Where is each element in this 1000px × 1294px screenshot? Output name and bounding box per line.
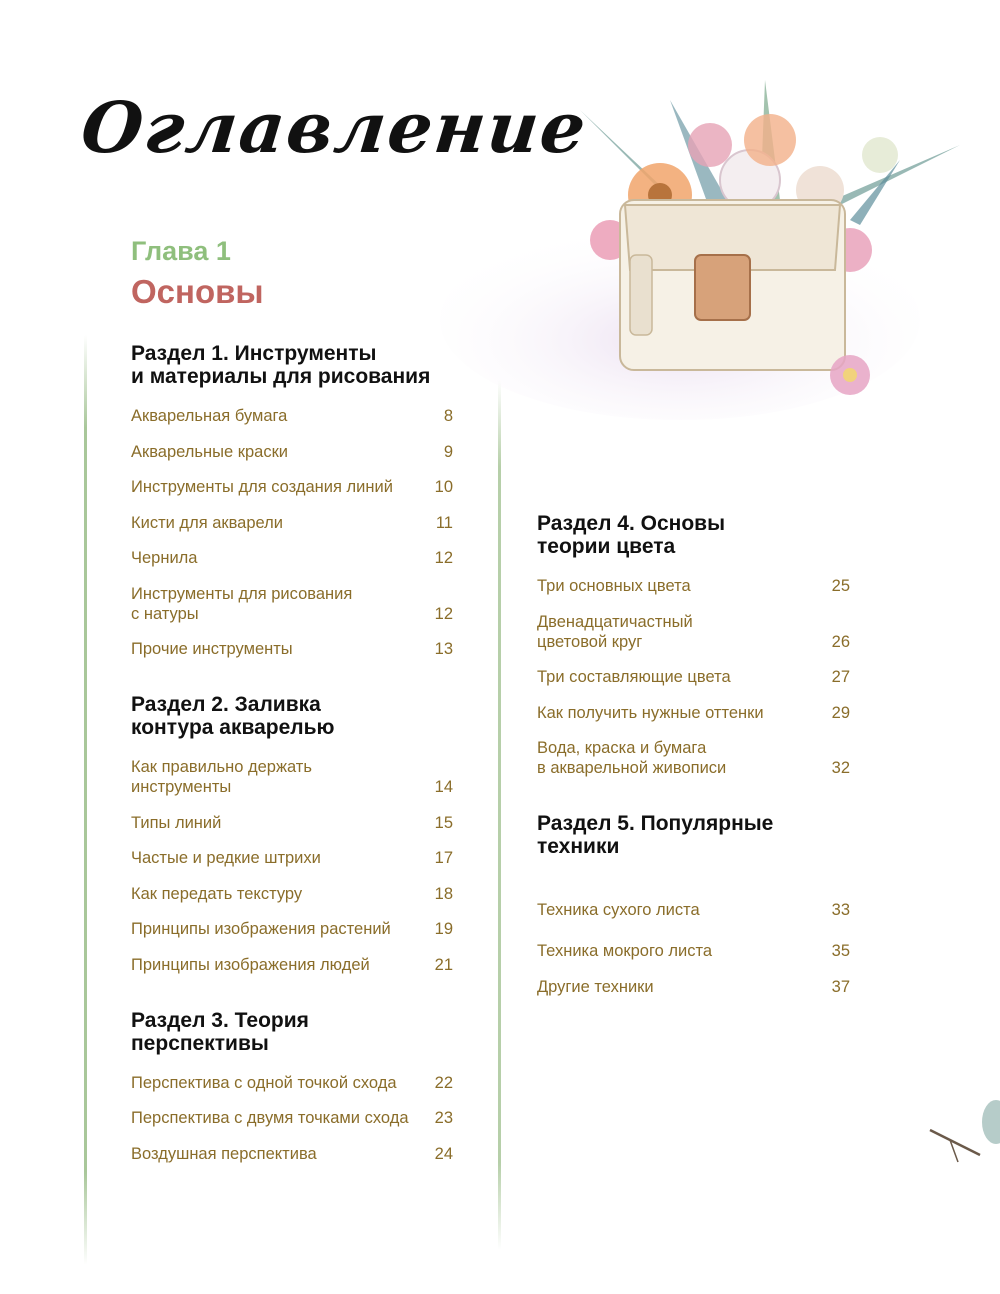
page-number: 14 [434, 778, 453, 796]
entry-label: Инструменты для рисования с натуры [131, 584, 353, 623]
page-number: 12 [434, 549, 453, 567]
page-number: 35 [831, 942, 850, 960]
page-number: 22 [434, 1073, 453, 1092]
page-number: 18 [434, 884, 453, 903]
toc-entry[interactable] [537, 703, 850, 723]
entry-label: Вода, краска и бумага в акварельной живописи [537, 739, 727, 777]
entry-label: Прочие инструменты [131, 640, 293, 658]
page-number: 11 [435, 513, 453, 532]
page-number: 17 [434, 849, 453, 867]
toc-right-column [537, 512, 850, 1031]
page-number: 23 [434, 1109, 453, 1127]
toc-entry[interactable] [131, 955, 453, 975]
page-number: 12 [434, 604, 453, 623]
decorative-stroke-left [84, 335, 87, 1265]
entry-label: Техника мокрого листа [537, 942, 713, 960]
chapter-number: Глава 1 [131, 236, 231, 266]
toc-entry[interactable] [537, 667, 850, 687]
toc-entry[interactable] [131, 848, 453, 868]
page-number: 8 [443, 407, 453, 425]
entry-label: Воздушная перспектива [131, 1144, 317, 1163]
page-number: 32 [831, 759, 850, 777]
page-number: 19 [434, 920, 453, 938]
entry-label: Как правильно держать инструменты [131, 758, 312, 796]
toc-entry[interactable] [131, 1073, 453, 1093]
section-title: Раздел 5. Популярные техники [537, 812, 774, 858]
page-number: 29 [831, 703, 850, 722]
section-title: Раздел 1. Инструменты и материалы для рисования [131, 342, 431, 388]
page-title: Оглавление [77, 86, 592, 169]
entry-label: Чернила [131, 549, 198, 567]
entry-label: Техника сухого листа [537, 901, 700, 919]
entry-label: Акварельная бумага [131, 407, 288, 425]
toc-entry[interactable] [131, 813, 453, 833]
entry-label: Кисти для акварели [131, 513, 284, 532]
entry-label: Акварельные краски [131, 442, 288, 461]
entry-label: Как получить нужные оттенки [537, 703, 764, 722]
page-number: 13 [434, 640, 453, 658]
toc-entry[interactable] [537, 941, 850, 961]
toc-entry[interactable] [131, 406, 453, 426]
toc-entry[interactable] [131, 884, 453, 904]
page-number: 21 [434, 955, 453, 974]
toc-entry[interactable] [537, 900, 850, 920]
entry-label: Частые и редкие штрихи [131, 849, 321, 867]
page-number: 10 [434, 478, 453, 496]
entry-label: Три составляющие цвета [537, 668, 731, 686]
chapter-title: Основы [131, 273, 264, 310]
entry-label: Как передать текстуру [131, 884, 303, 903]
toc-entry[interactable] [537, 977, 850, 997]
entry-label: Перспектива с одной точкой схода [131, 1073, 397, 1092]
page-number: 26 [831, 632, 850, 651]
toc-entry[interactable] [537, 738, 850, 778]
section-title: Раздел 2. Заливка контура акварелью [131, 693, 335, 739]
page-number: 9 [443, 442, 453, 461]
section-1 [131, 342, 453, 659]
entry-label: Инструменты для создания линий [131, 478, 393, 496]
entry-label: Двенадцатичастный цветовой круг [537, 612, 693, 651]
section-title: Раздел 3. Теория перспективы [131, 1008, 309, 1055]
page-number: 27 [831, 668, 850, 686]
toc-entry[interactable] [131, 513, 453, 533]
page-number: 15 [434, 813, 453, 832]
entry-label: Три основных цвета [537, 577, 691, 595]
toc-entry[interactable] [131, 584, 453, 624]
page-number: 25 [831, 577, 850, 595]
toc-entry[interactable] [131, 1144, 453, 1164]
entry-label: Другие техники [537, 977, 654, 996]
toc-entry[interactable] [131, 548, 453, 568]
watercolor-flower-bag-illustration [430, 40, 1000, 420]
page-number: 24 [434, 1144, 453, 1163]
section-3 [131, 1009, 453, 1164]
toc-entry[interactable] [537, 612, 850, 652]
entry-label: Принципы изображения растений [131, 920, 391, 938]
toc-entry[interactable] [131, 1108, 453, 1128]
section-4 [537, 512, 850, 778]
toc-entry[interactable] [131, 757, 453, 797]
toc-left-column [131, 342, 453, 1198]
entry-label: Принципы изображения людей [131, 955, 370, 974]
toc-entry[interactable] [537, 576, 850, 596]
toc-entry[interactable] [131, 442, 453, 462]
twig-bud-illustration [920, 1100, 1000, 1180]
entry-label: Перспектива с двумя точками схода [131, 1109, 409, 1127]
section-2 [131, 693, 453, 975]
page-number: 33 [831, 901, 850, 919]
section-title: Раздел 4. Основы теории цвета [537, 512, 726, 558]
toc-entry[interactable] [131, 919, 453, 939]
section-5 [537, 812, 850, 997]
page-number: 37 [831, 977, 850, 996]
toc-entry[interactable] [131, 477, 453, 497]
decorative-stroke-middle [498, 380, 501, 1250]
toc-entry[interactable] [131, 639, 453, 659]
entry-label: Типы линий [131, 813, 222, 832]
